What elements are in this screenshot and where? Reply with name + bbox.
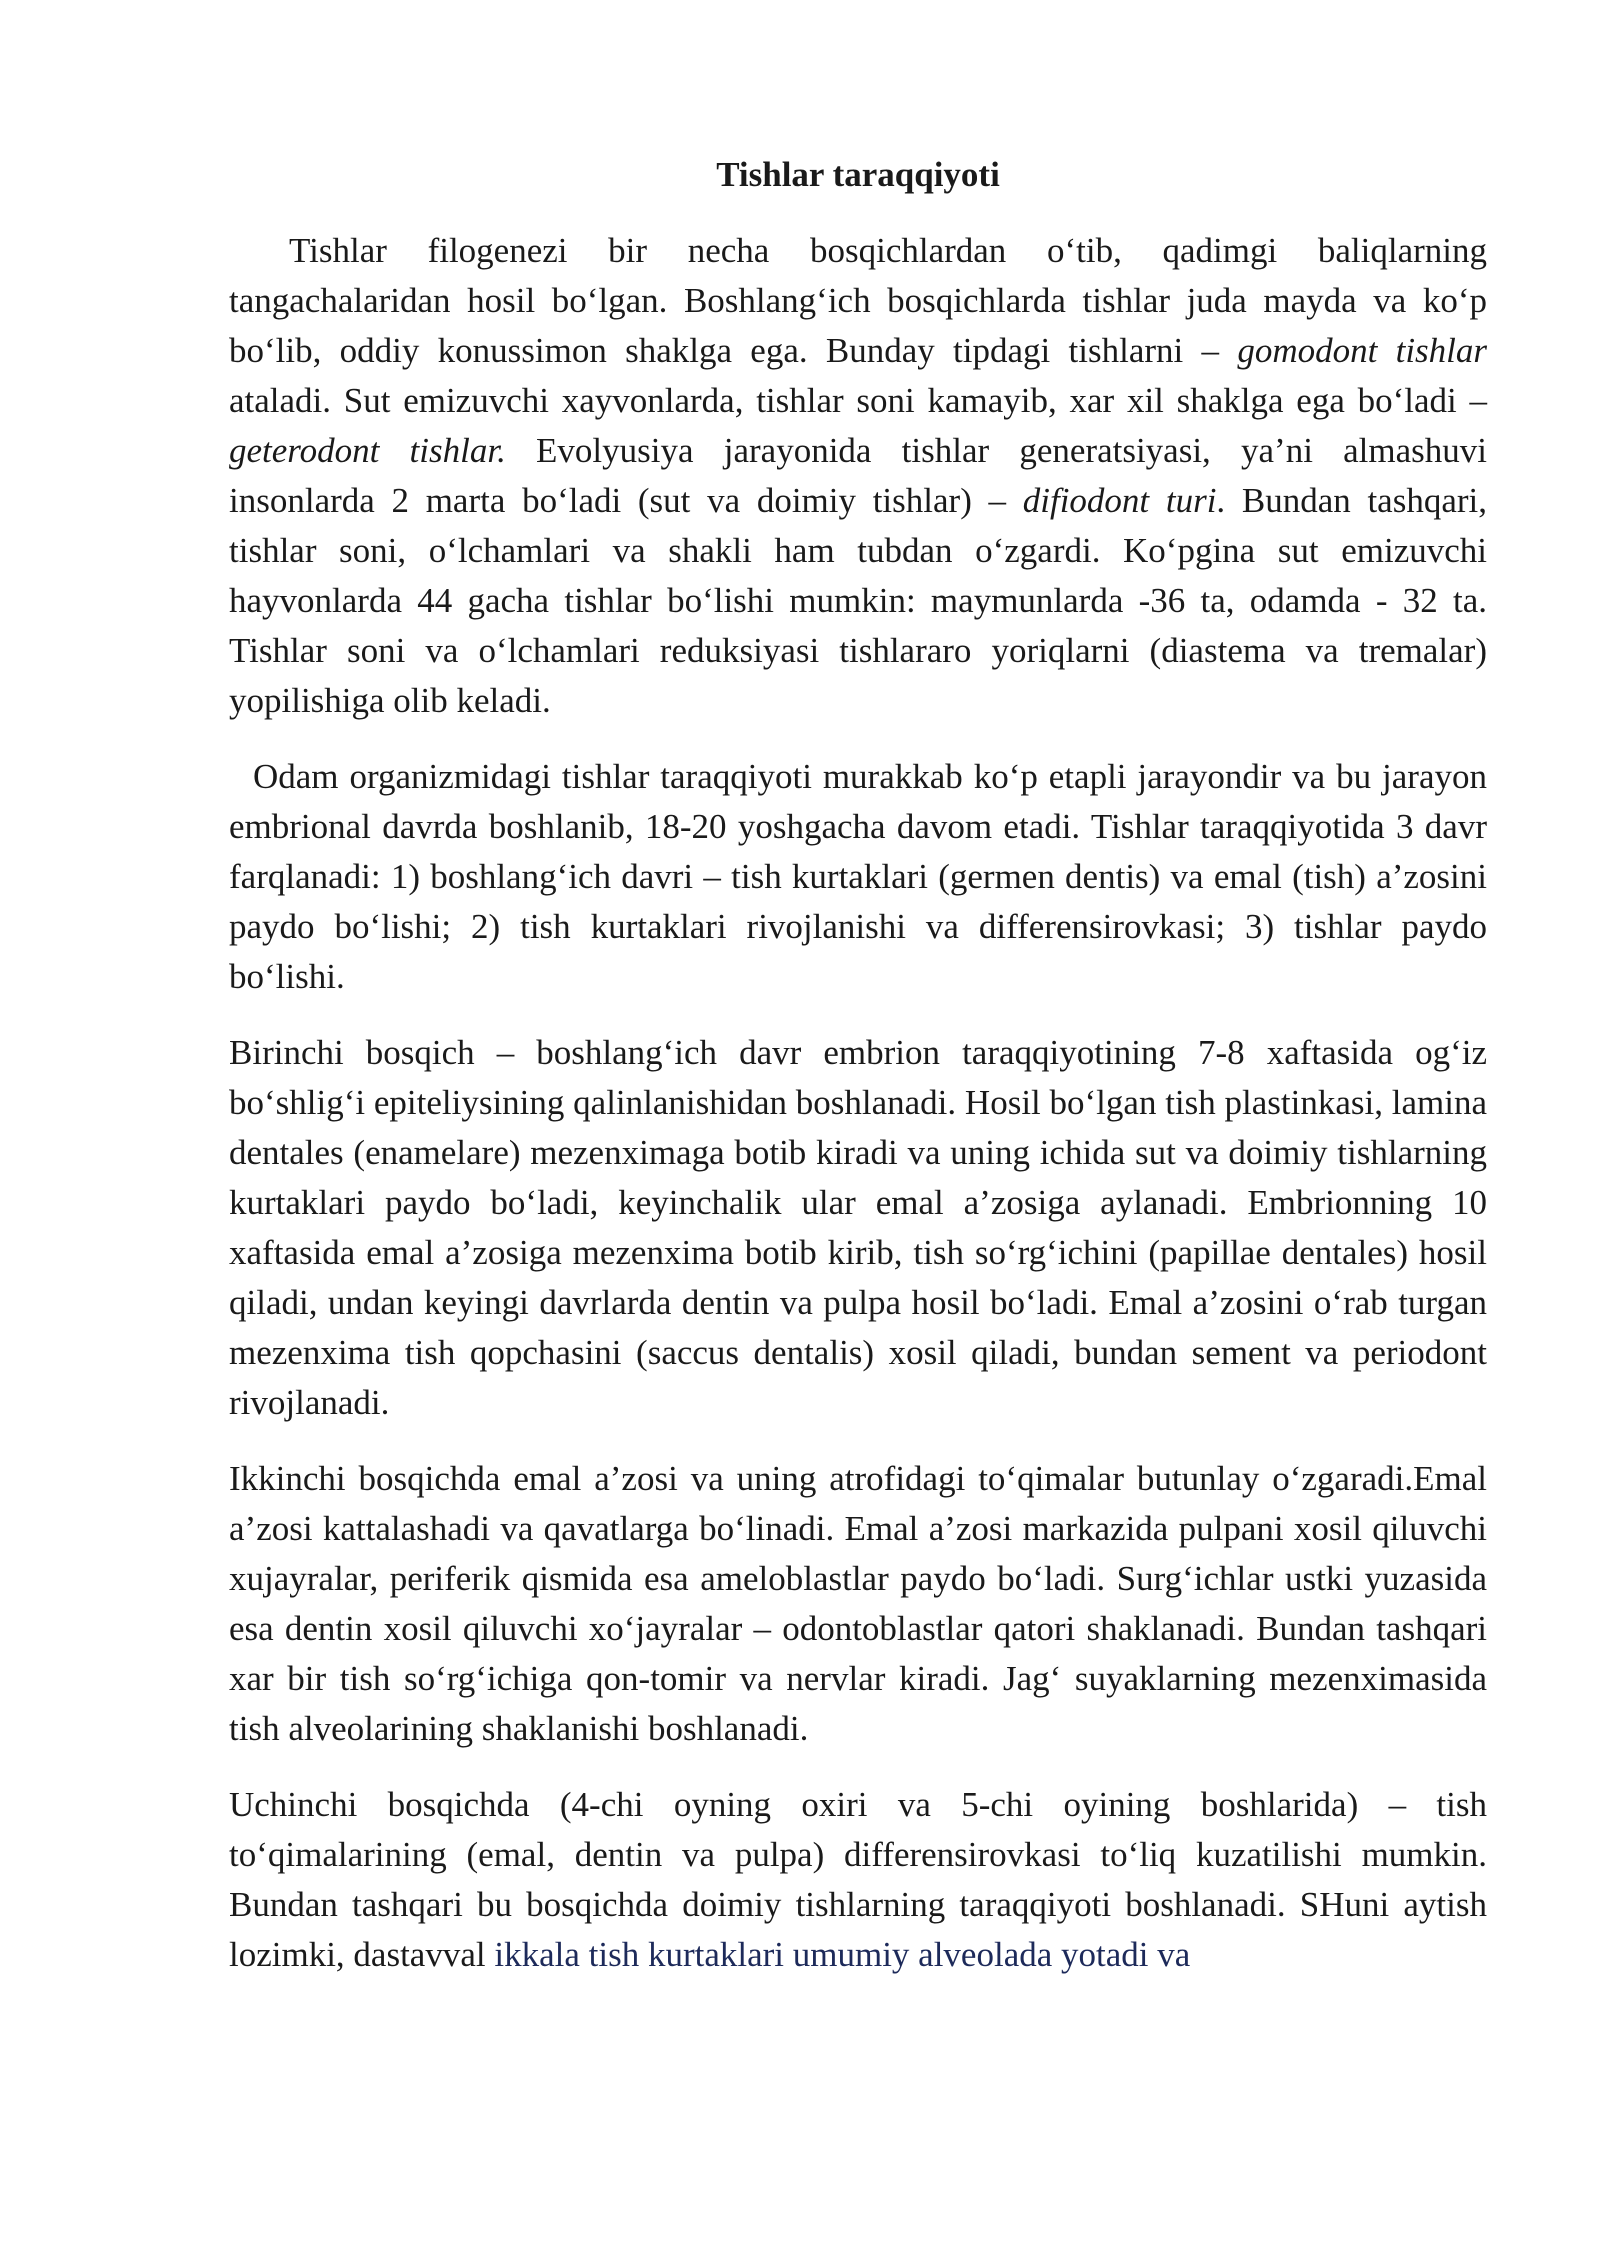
paragraph-text: Uchinchi bosqichda (4-chi oyning oxiri va 5-chi oyining boshlarida) – tish to‘qimalarining (emal, dentin va pulpa) differensirovkasi to‘liq kuzatilishi mumkin. Bundan tashqari bu bosqichda doimiy tishlarning taraqqiyoti boshlanadi. SHuni aytish lozimki, dastavval <box>229 1785 1487 1974</box>
paragraph-text: Tishlar filogenezi bir necha bosqichlardan o‘tib, qadimgi baliqlarning tangachalaridan hosil bo‘lgan. Boshlang‘ich bosqichlarda tishlar juda mayda va ko‘p bo‘lib, oddiy konussimon shaklga ega. Bunday tipdagi tishlarni – <box>229 231 1487 370</box>
paragraph-phylogenesis <box>229 226 1487 726</box>
paragraph-second-stage: Ikkinchi bosqichda emal a’zosi va uning atrofidagi to‘qimalar butunlay o‘zgaradi.Emal a’zosi kattalashadi va qavatlarga bo‘linadi. Emal a’zosi markazida pulpani xosil qiluvchi xujayralar, periferik qismida esa ameloblastlar paydo bo‘ladi. Surg‘ichlar ustki yuzasida esa dentin xosil qiluvchi xo‘jayralar – odontoblastlar qatori shaklanadi. Bundan tashqari xar bir tish so‘rg‘ichiga qon-tomir va nervlar kiradi. Jag‘ suyaklarning mezenximasida tish alveolarining shaklanishi boshlanadi. <box>229 1459 1487 1748</box>
paragraph-third-stage <box>229 1780 1487 1980</box>
highlighted-text: ikkala tish kurtaklari umumiy alveolada yotadi va <box>494 1935 1191 1974</box>
paragraph-first-stage: Birinchi bosqich – boshlang‘ich davr embrion taraqqiyotining 7-8 xaftasida og‘iz bo‘shlig‘i epiteliysining qalinlanishidan boshlanadi. Hosil bo‘lgan tish plastinkasi, lamina dentales (enamelare) mezenximaga botib kiradi va uning ichida sut va doimiy tishlarning kurtaklari paydo bo‘ladi, keyinchalik ular emal a’zosiga aylanadi. Embrionning 10 xaftasida emal a’zosiga mezenxima botib kirib, tish so‘rg‘ichini (papillae dentales) hosil qiladi, undan keyingi davrlarda dentin va pulpa hosil bo‘ladi. Emal a’zosini o‘rab turgan mezenxima tish qopchasini (saccus dentalis) xosil qiladi, bundan sement va periodont rivojlanadi. <box>229 1033 1487 1422</box>
paragraph-text: . Bundan tashqari, tishlar soni, o‘lchamlari va shakli ham tubdan o‘zgardi. Ko‘pgina sut emizuvchi hayvonlarda 44 gacha tishlar bo‘lishi mumkin: maymunlarda -36 ta, odamda - 32 ta. Tishlar soni va o‘lchamlari reduksiyasi tishlararo yoriqlarni (diastema va tremalar) yopilishiga olib keladi. <box>229 481 1487 720</box>
term-difiodont: difiodont turi <box>1022 481 1217 520</box>
term-gomodont: gomodont tishlar <box>1237 331 1488 370</box>
document-page <box>229 150 1487 2006</box>
term-geterodont: geterodont tishlar. <box>229 431 506 470</box>
document-title: Tishlar taraqqiyoti <box>716 155 1000 194</box>
paragraph-text: Evolyusiya jarayonida tishlar generatsiyasi, ya’ni almashuvi insonlarda 2 marta bo‘ladi (sut va doimiy tishlar) – <box>229 431 1487 520</box>
paragraph-text: ataladi. Sut emizuvchi xayvonlarda, tishlar soni kamayib, xar xil shaklga ega bo‘ladi – <box>229 381 1487 420</box>
paragraph-development-stages: Odam organizmidagi tishlar taraqqiyoti murakkab ko‘p etapli jarayondir va bu jarayon embrional davrda boshlanib, 18-20 yoshgacha davom etadi. Tishlar taraqqiyotida 3 davr farqlanadi: 1) boshlang‘ich davri – tish kurtaklari (germen dentis) va emal (tish) a’zosini paydo bo‘lishi; 2) tish kurtaklari rivojlanishi va differensirovkasi; 3) tishlar paydo bo‘lishi. <box>229 757 1487 996</box>
